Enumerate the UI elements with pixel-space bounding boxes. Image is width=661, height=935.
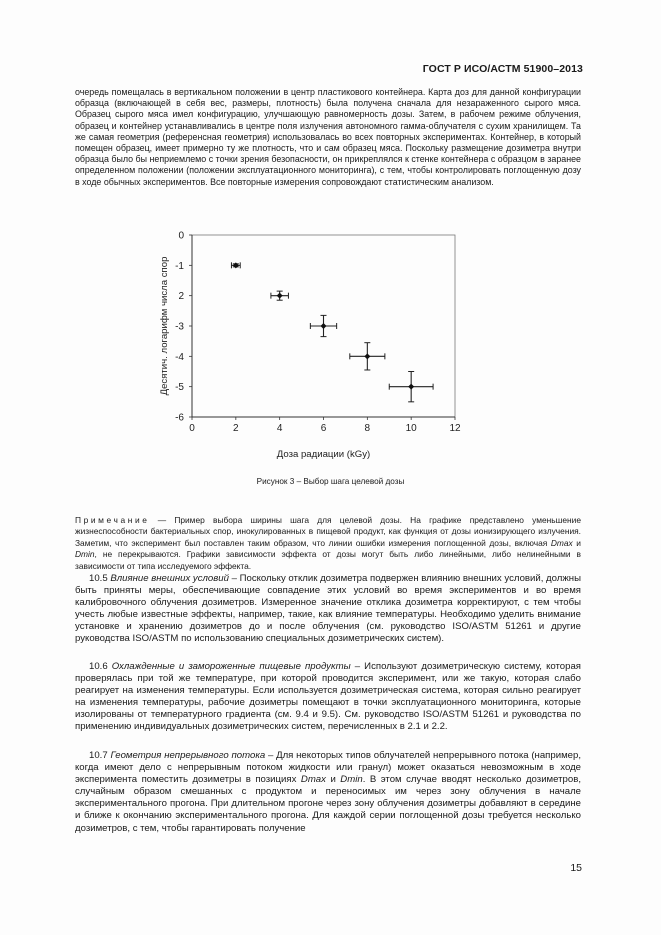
y-tick-label: 2 [178,291,184,303]
y-axis-label: Десятич. логарифм числа спор [159,256,170,396]
x-tick-label: 6 [320,423,327,434]
section-10-7-text-1: – Для некоторых типов облучателей непрерывного потока (например, когда имеют дело с непрерывным потоком жидкости или гранул) может оказаться невозможным в ходе эксперимента поместить дозиметры в позициях [75,750,581,786]
section-10-5-text: – Поскольку отклик дозиметра подвержен влиянию внешних условий, должны быть приняты меры, обеспечивающие совпадение этих условий во время экспериментов и во время калибровочного облучения дозиметров. Измеренное значение отклика дозиметра корректируют, с тем чтобы учесть любые известные эффекты, например, такие, как влияние температуры. Необходимо уделить внимание установке и хранению дозиметров до и после облучения (см. руководство ISO/ASTM 51261 и другие руководства ISO/ASTM по использованию специальных дозиметрических систем). [75,573,581,645]
section-10-7-number: 10.7 [89,750,108,761]
section-10-5-number: 10.5 [89,573,108,584]
section-10-6-title: Охлажденные и замороженные пищевые продукты [111,661,351,672]
note-dmax: Dmax [550,537,573,548]
y-tick-label: -1 [175,260,184,272]
data-point [277,293,283,299]
dose-response-chart [155,225,465,465]
data-point [408,384,414,390]
document-header: ГОСТ Р ИСО/АСТМ 51900–2013 [422,63,583,75]
section-10-6-number: 10.6 [89,661,108,672]
x-tick-label: 2 [233,423,239,434]
figure-caption: Рисунок 3 – Выбор шага целевой дозы [256,477,405,486]
data-point [321,323,327,329]
y-tick-label: -6 [175,412,184,424]
x-axis-label: Доза радиации (kGy) [276,449,371,460]
x-tick-label: 10 [405,423,417,434]
x-tick-label: 8 [364,423,371,434]
y-tick-label: -5 [175,382,184,394]
section-10-5 [75,573,581,646]
section-10-7-title: Геометрия непрерывного потока [110,750,266,761]
section-10-7-text-2: . В этом случае вводят несколько дозиметров, случайным образом смешанных с продуктом и переносимых им через зону облучения в начале экспериментального прогона. При длительном прогоне через зону облучения дозиметры добавляют в середине и ближе к окончанию экспериментального прогона. Для каждой серии поглощенной дозы требуется несколько дозиметров, с тем, чтобы гарантировать получение [75,774,581,834]
section-10-7-and: и [325,774,341,786]
note-dash: — [149,515,175,525]
note-text-2: , не перекрываются. Графики зависимости эффекта от дозы могут быть либо линейными, либо нелинейными в зависимости от типа исследуемого эффекта. [75,549,581,571]
x-tick-label: 12 [449,423,461,434]
note-paragraph [75,515,581,572]
section-10-6-text: – Используют дозиметрическую систему, которая проверялась при той же температуре, при которой проводится эксперимент, или же такую, которая слабо реагирует на изменения температуры. Если используется дозиметрическая система, которая сильно реагирует на изменения температуры, рабочие дозиметры помещают в точки эксплуатационного мониторинга, которые изолированы от температурного градиента (см. 9.4 и 9.5). См. руководство ISO/ASTM 51261 и руководства по применению индивидуальных дозиметрических систем, перечисленных в 2.1 и 2.2. [75,661,581,733]
section-10-7 [75,750,581,835]
intro-paragraph: очередь помещалась в вертикальном положении в центр пластикового контейнера. Карта доз для данной конфигурации образца (включающей в себя вес, размеры, плотность) была получена сначала для незараженного сырого мяса. Образец сырого мяса имел конфигурацию, улучшающую равномерность дозы. Затем, в рабочем режиме облучения, образец и контейнер устанавливались в центре поля излучения автономного гамма-облучателя с сухим хранилищем. Та же самая геометрия (референсная геометрия) использовалась во всех повторных экспериментах. Контейнер, в который помещен образец, имеет примерно ту же плотность, что и сам образец мяса. Поскольку размещение дозиметра внутри образца было бы неприемлемо с точки зрения безопасности, он прикреплялся к стенке контейнера с образцом в заранее определенном положении (положении эксплуатационного мониторинга), с тем, чтобы контролировать поглощенную дозу в ходе обычных экспериментов. Все повторные измерения сопровождают статистическим анализом. [75,87,581,187]
section-10-6 [75,661,581,734]
note-label: Примечание [75,515,150,525]
section-10-5-title: Влияние внешних условий [110,573,229,584]
dose-response-figure [155,225,465,465]
x-tick-label: 0 [189,423,195,434]
y-tick-label: -3 [175,321,184,333]
section-10-7-dmax: Dmax [300,774,326,786]
note-and: и [572,537,581,548]
data-point [364,353,370,359]
page-number: 15 [570,862,582,874]
y-tick-label: 0 [178,230,184,242]
note-text-1: Пример выбора ширины шага для целевой дозы. На графике представлено уменьшение жизнеспособности бактериальных спор, инокулированных в пищевой продукт, как функция от дозы ионизирующего излучения. Заметим, что эксперимент был поставлен таким образом, что линии ошибки измерения поглощенной дозы, включая [75,515,581,548]
x-tick-label: 4 [276,423,283,434]
data-point [233,262,239,268]
y-tick-label: -4 [175,351,184,363]
section-10-7-dmin: Dmin [340,774,363,786]
note-dmin: Dmin [75,549,95,560]
